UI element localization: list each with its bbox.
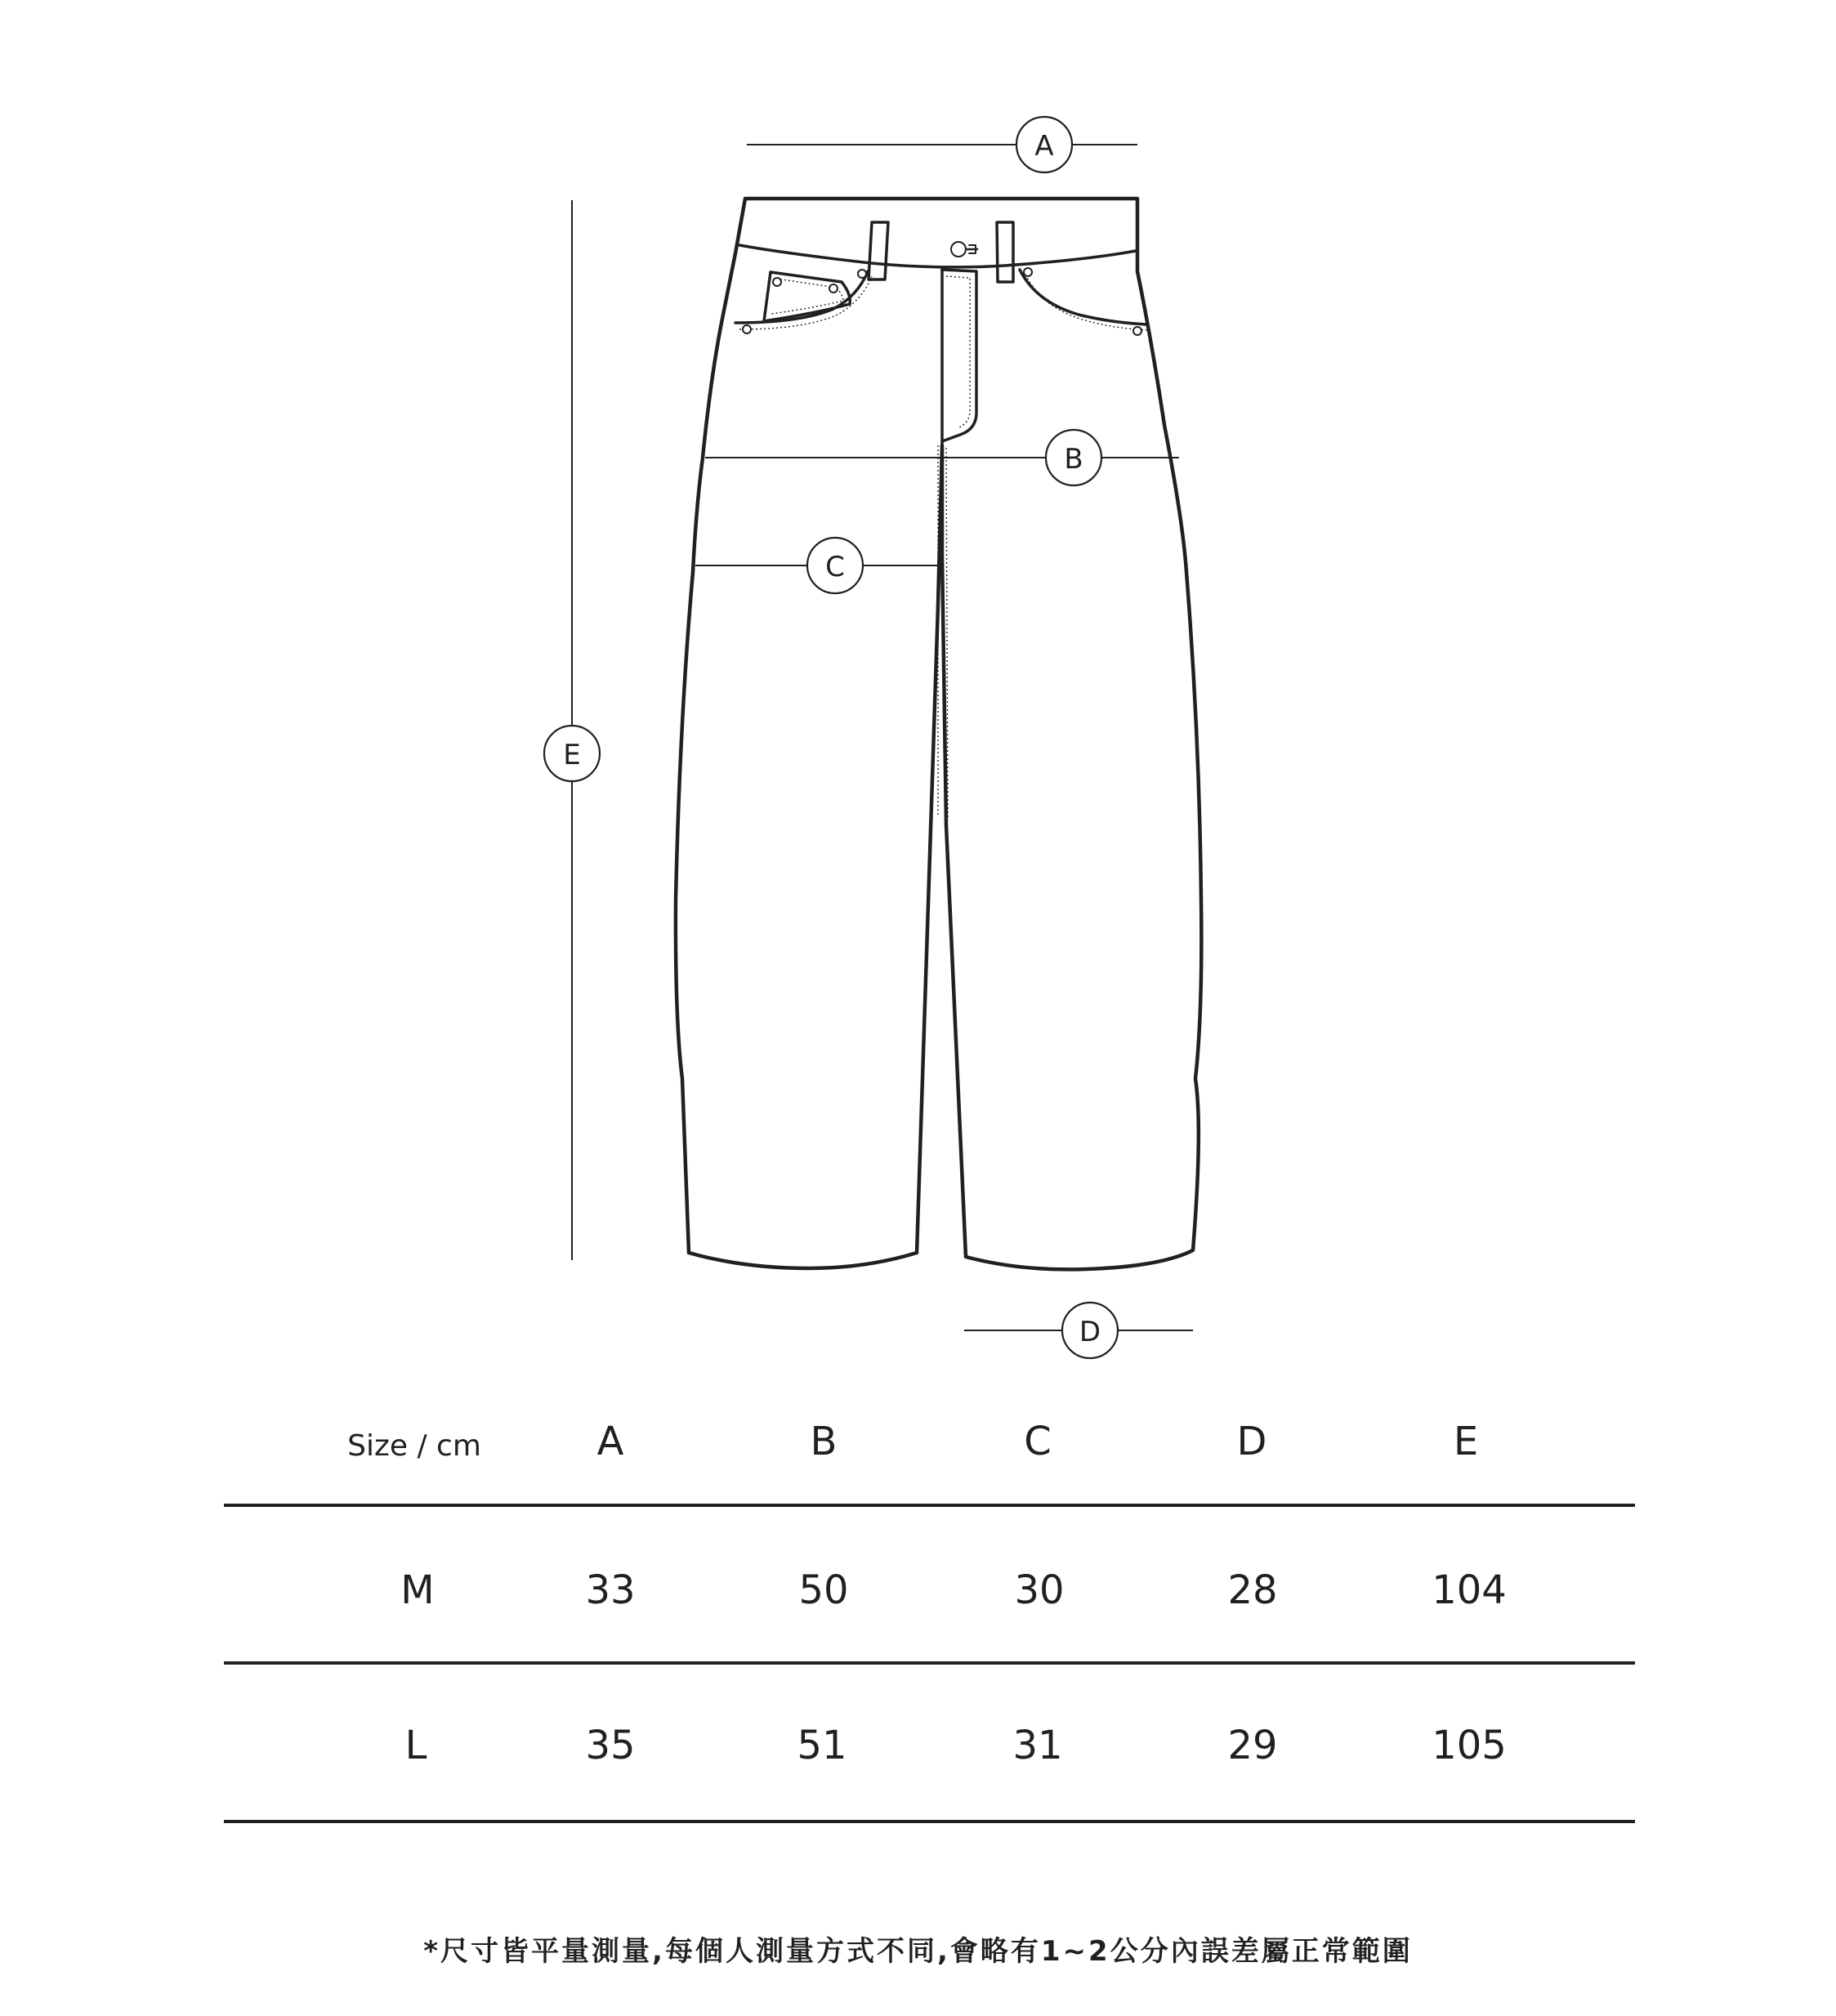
marker-b-label: B — [1064, 443, 1083, 476]
table-divider — [224, 1661, 1635, 1665]
dimension-d — [964, 1303, 1193, 1358]
marker-d-label: D — [1079, 1316, 1101, 1348]
row-size-label: L — [404, 1723, 427, 1768]
marker-a-label: A — [1034, 130, 1054, 163]
row-size-label: M — [400, 1567, 435, 1613]
table-divider — [224, 1504, 1635, 1507]
marker-e-label: E — [563, 739, 581, 771]
column-header-a: A — [596, 1419, 624, 1464]
measurement-note: *尺寸皆平量測量,每個人測量方式不同,會略有1~2公分內誤差屬正常範圍 — [423, 1935, 1413, 1968]
marker-c-label: C — [825, 551, 845, 583]
table-cell: 31 — [1012, 1723, 1063, 1768]
table-cell: 35 — [585, 1723, 636, 1768]
pants-illustration — [676, 199, 1201, 1269]
dimension-e — [544, 200, 600, 1260]
table-cell: 28 — [1227, 1567, 1278, 1613]
column-header-b: B — [810, 1419, 838, 1464]
table-cell: 104 — [1432, 1567, 1507, 1613]
column-header-d: D — [1236, 1419, 1267, 1464]
table-cell: 33 — [585, 1567, 636, 1613]
dimension-a — [747, 117, 1137, 172]
column-header-c: C — [1024, 1419, 1052, 1464]
size-unit-label: Size / cm — [347, 1429, 481, 1463]
table-cell: 51 — [797, 1723, 847, 1768]
table-cell: 50 — [798, 1567, 849, 1613]
table-cell: 29 — [1227, 1723, 1278, 1768]
table-cell: 105 — [1432, 1723, 1507, 1768]
pants-outline — [676, 199, 1201, 1269]
table-divider — [224, 1820, 1635, 1823]
column-header-e: E — [1453, 1419, 1479, 1464]
table-cell: 30 — [1014, 1567, 1065, 1613]
